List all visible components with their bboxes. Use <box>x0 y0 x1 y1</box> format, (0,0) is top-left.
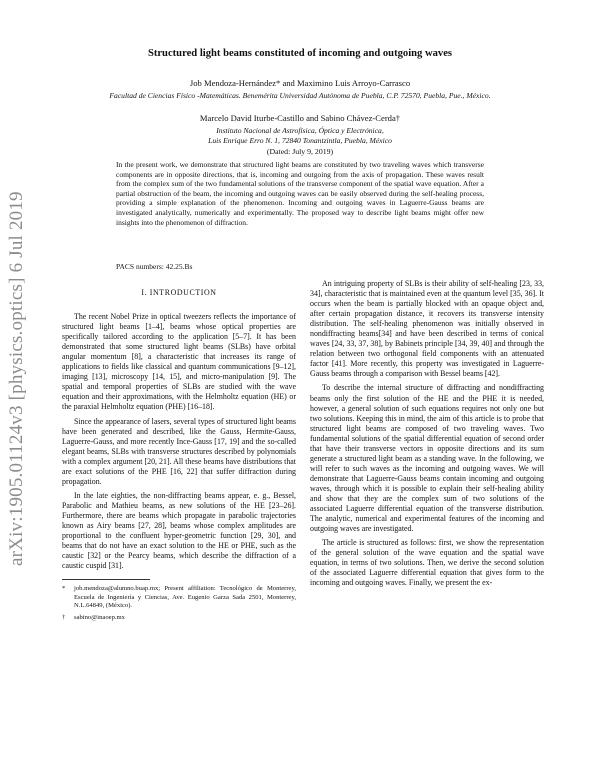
pacs-numbers: PACS numbers: 42.25.Bs <box>116 262 193 271</box>
paragraph: The recent Nobel Prize in optical tweezers reflects the importance of structured light beams [1–4], beams whose optical properties are specifically tailored according to the application [5–7]. It has been demonstrated that some structured light beams (SLBs) have orbital angular momentum [8], a characteristic that increases its range of applications to fields like classical and quantum communications [9–12], imaging [13], microscopy [14, 15], and micro-manipulation [9]. The spatial and temporal properties of SLBs are studied with the wave equation and their approximations, with the Helmholtz equation (HE) or the paraxial Helmholtz equation (PHE) [16–18]. <box>62 312 296 412</box>
paper-title: Structured light beams constituted of incoming and outgoing waves <box>147 48 453 59</box>
abstract: In the present work, we demonstrate that structured light beams are constituted by two traveling waves which transverse components are in opposite directions, that is, incoming and outgoing from the axis of propagation. These waves result from the complex sum of the two fundamental solutions of the transverse component of the spatial wave equation. After a partial obstruction of the beam, the incoming and outgoing waves can be easily observed during the self-healing process, providing a simple explanation of the phenomenon. Incoming and outgoing waves in Laguerre-Gauss beams are investigated analytically, numerically and experimentally. The proposed way to describe light beams might offer new insights into the phenomenon of diffraction. <box>116 160 484 227</box>
paragraph: The article is structured as follows: first, we show the representation of the general solution of the wave equation and the spatial wave equation, in terms of two solutions. Then, we derive the second solution of the associated Laguerre differential equation that gives form to the incoming and outgoing waves. Finally, we present the ex- <box>310 538 544 588</box>
right-column <box>310 279 544 588</box>
footnote-marker: * <box>62 585 66 593</box>
authors-group-1: Job Mendoza-Hernández* and Maximino Luis Arroyo-Carrasco <box>189 78 411 88</box>
footnote-1 <box>62 585 296 610</box>
affiliation-1: Facultad de Ciencias Físico -Matemáticas. Benemérita Universidad Autónoma de Puebla, C.P. 72570, Puebla, Pue., México. <box>109 91 491 100</box>
arxiv-identifier[interactable]: arXiv:1905.01124v3 [physics.optics] 6 Jul 2019 <box>6 191 27 566</box>
paragraph: Since the appearance of lasers, several types of structured light beams have been generated and described, like the Gauss, Hermite-Gauss, Laguerre-Gauss, and more recently Ince-Gauss [17, 19] and the so-called elegant beams, SLBs with transverse structures described by polynomials with a complex argument [20, 21]. All these beams have distributions that are exact solutions of the PHE [16, 22] that suffer diffraction during propagation. <box>62 416 296 486</box>
dated-line: (Dated: July 9, 2019) <box>266 147 334 156</box>
affiliation-2-line-1: Instituto Nacional de Astrofísica, Óptica y Electrónica, <box>216 126 384 135</box>
authors-group-2: Marcelo David Iturbe-Castillo and Sabino Chávez-Cerda† <box>199 113 401 123</box>
footnote-marker: † <box>62 614 66 622</box>
paragraph: To describe the internal structure of diffracting and nondiffracting beams only the first solution of the HE and the PHE it is needed, however, a general solution of such equations requires not only one but two solutions. Keeping this in mind, the aim of this article is to probe that structured light beams are composed of two traveling waves. Two fundamental solutions of the spatial differential equation of second order that have their transverse vectors in opposite directions and its sum generate a structured light beam as a standing wave. In the following, we will refer to such waves as the incoming and outgoing waves. We will demonstrate that Laguerre-Gauss beams contain incoming and outgoing waves, through which it is possible to explain their self-healing ability and show that they are the complex sum of two solutions of the associated Laguerre differential equation of the transverse distribution. The analytic, numerical and experimental features of the incoming and outgoing waves are investigated. <box>310 383 544 534</box>
section-heading-introduction: I. INTRODUCTION <box>141 288 217 297</box>
paragraph: An intriguing property of SLBs is their ability of self-healing [23, 33, 34], characteristic that is maintained even at the quantum level [35, 36]. It occurs when the beam is partially blocked with an opaque object and, after certain propagation distance, it recovers its transverse intensity distribution. The self-healing phenomenon was initially observed in nondiffracting beams[34] and have been described in terms of conical waves [24, 33, 37, 38], by Babinets principle [34, 39, 40] and through the relation between two orthogonal field components with an attenuated factor [41]. More recently, this property was investigated in Laguerre-Gauss beams through a comparison with Bessel beams [42]. <box>310 279 544 379</box>
footnote-email[interactable]: sabino@inaoep.mx <box>74 614 125 622</box>
footnote-2 <box>62 614 296 622</box>
left-column <box>62 288 296 623</box>
affiliation-2-line-2: Luis Enrique Erro N. 1, 72840 Tonantzintla, Puebla, México <box>208 136 392 145</box>
paragraph: In the late eighties, the non-diffracting beams appear, e. g., Bessel, Parabolic and Mathieu beams, as new solutions of the HE [23–26]. Furthermore, there are beams which propagate in parabolic trajectories known as Airy beams [27, 28], beams whose complex amplitudes are proportional to the confluent hyper-geometric function [29, 30], and beams that do not have an exact solution to the HE or PHE, such as the caustic [32] or the Pearcy beams, which describe the diffraction of a caustic cuspid [31]. <box>62 490 296 571</box>
footnote-rule <box>62 579 150 580</box>
footnote-text[interactable]: job.mendoza@alumno.buap.mx; Present affiliation: Tecnológico de Monterrey, Escuela de Ingeniería y Ciencias, Ave. Eugenio Garza Sada 2501, Monterrey, N.L.64849, (México). <box>74 585 296 610</box>
